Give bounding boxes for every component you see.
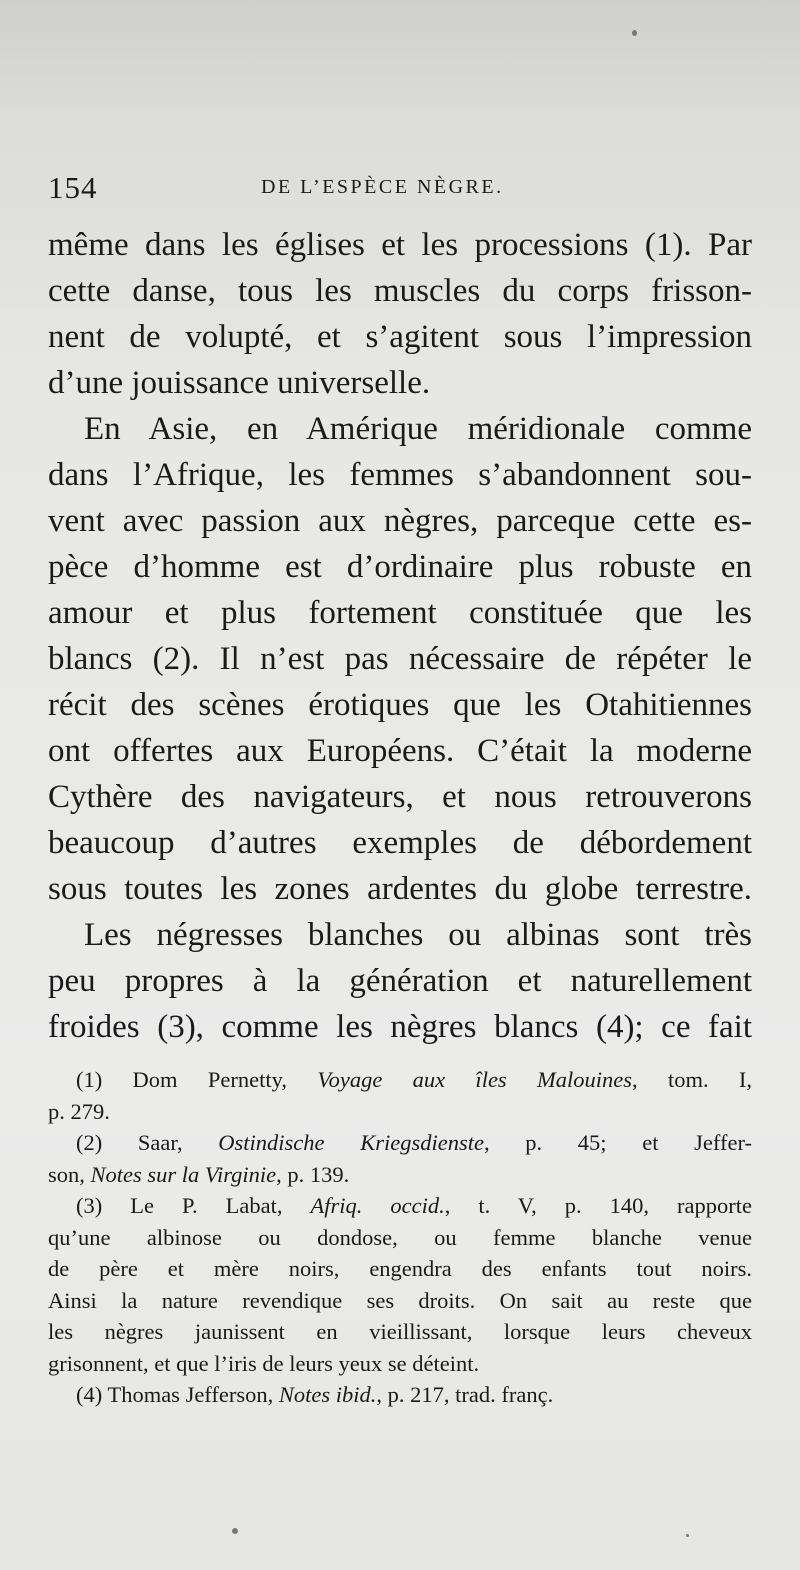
footnote-1: (1) Dom Pernetty, Voyage aux îles Malouines, tom. I, <box>76 1067 753 1092</box>
text-line: nent de volupté, et s’agitent sous l’impression <box>48 319 752 355</box>
text-line: vent avec passion aux nègres, parceque cette es- <box>48 503 752 539</box>
footnote-3-line: grisonnent, et que l’iris de leurs yeux se déteint. <box>48 1350 480 1376</box>
text-line: amour et plus fortement constituée que les <box>48 595 752 631</box>
text-line: récit des scènes érotiques que les Otahitiennes <box>48 687 752 723</box>
running-head <box>48 168 748 208</box>
footnote-3: (3) Le P. Labat, Afriq. occid., t. V, p. 140, rapporte <box>76 1193 752 1218</box>
footnote-3-line: qu’une albinose ou dondose, ou femme blanche venue <box>48 1224 752 1250</box>
paper-speck <box>686 1534 689 1537</box>
footnote-3-line: les nègres jaunissent en vieillissant, lorsque leurs cheveux <box>48 1319 752 1344</box>
footnote-3-line: de père et mère noirs, engendra des enfants tout noirs. <box>48 1256 752 1281</box>
text-line: dans l’Afrique, les femmes s’abandonnent sou- <box>48 457 752 493</box>
paper-speck <box>232 1528 238 1534</box>
text-line: même dans les églises et les processions (1). Par <box>48 227 752 263</box>
text-line: pèce d’homme est d’ordinaire plus robuste en <box>48 549 752 585</box>
footnote-2: (2) Saar, Ostindische Kriegsdienste, p. 45; et Jeffer- <box>76 1130 752 1155</box>
text-line: beaucoup d’autres exemples de débordement <box>48 825 752 861</box>
text-line: cette danse, tous les muscles du corps frisson- <box>48 273 752 309</box>
text-line: blancs (2). Il n’est pas nécessaire de répéter le <box>48 641 752 677</box>
text-line: Les négresses blanches ou albinas sont très <box>84 917 752 953</box>
footnote-2-cont: son, Notes sur la Virginie, p. 139. <box>48 1161 350 1187</box>
footnote-3-line: Ainsi la nature revendique ses droits. On sait au reste que <box>48 1287 752 1313</box>
page-number: 154 <box>48 170 98 205</box>
footnote-4: (4) Thomas Jefferson, Notes ibid., p. 217, trad. franç. <box>76 1382 554 1407</box>
running-title: DE L’ESPÈCE NÈGRE. <box>261 176 504 198</box>
text-line: En Asie, en Amérique méridionale comme <box>84 411 752 447</box>
text-line: d’une jouissance universelle. <box>48 365 431 401</box>
text-line: sous toutes les zones ardentes du globe terrestre. <box>48 871 752 907</box>
footnote-1-cont: p. 279. <box>48 1098 110 1124</box>
text-line: peu propres à la génération et naturellement <box>48 963 752 999</box>
text-line: froides (3), comme les nègres blancs (4); ce fait <box>48 1009 752 1045</box>
body-text <box>48 222 752 1050</box>
paper-speck <box>632 30 637 36</box>
footnotes <box>48 1064 752 1411</box>
text-line: Cythère des navigateurs, et nous retrouverons <box>48 779 752 815</box>
text-line: ont offertes aux Européens. C’était la moderne <box>48 733 752 769</box>
